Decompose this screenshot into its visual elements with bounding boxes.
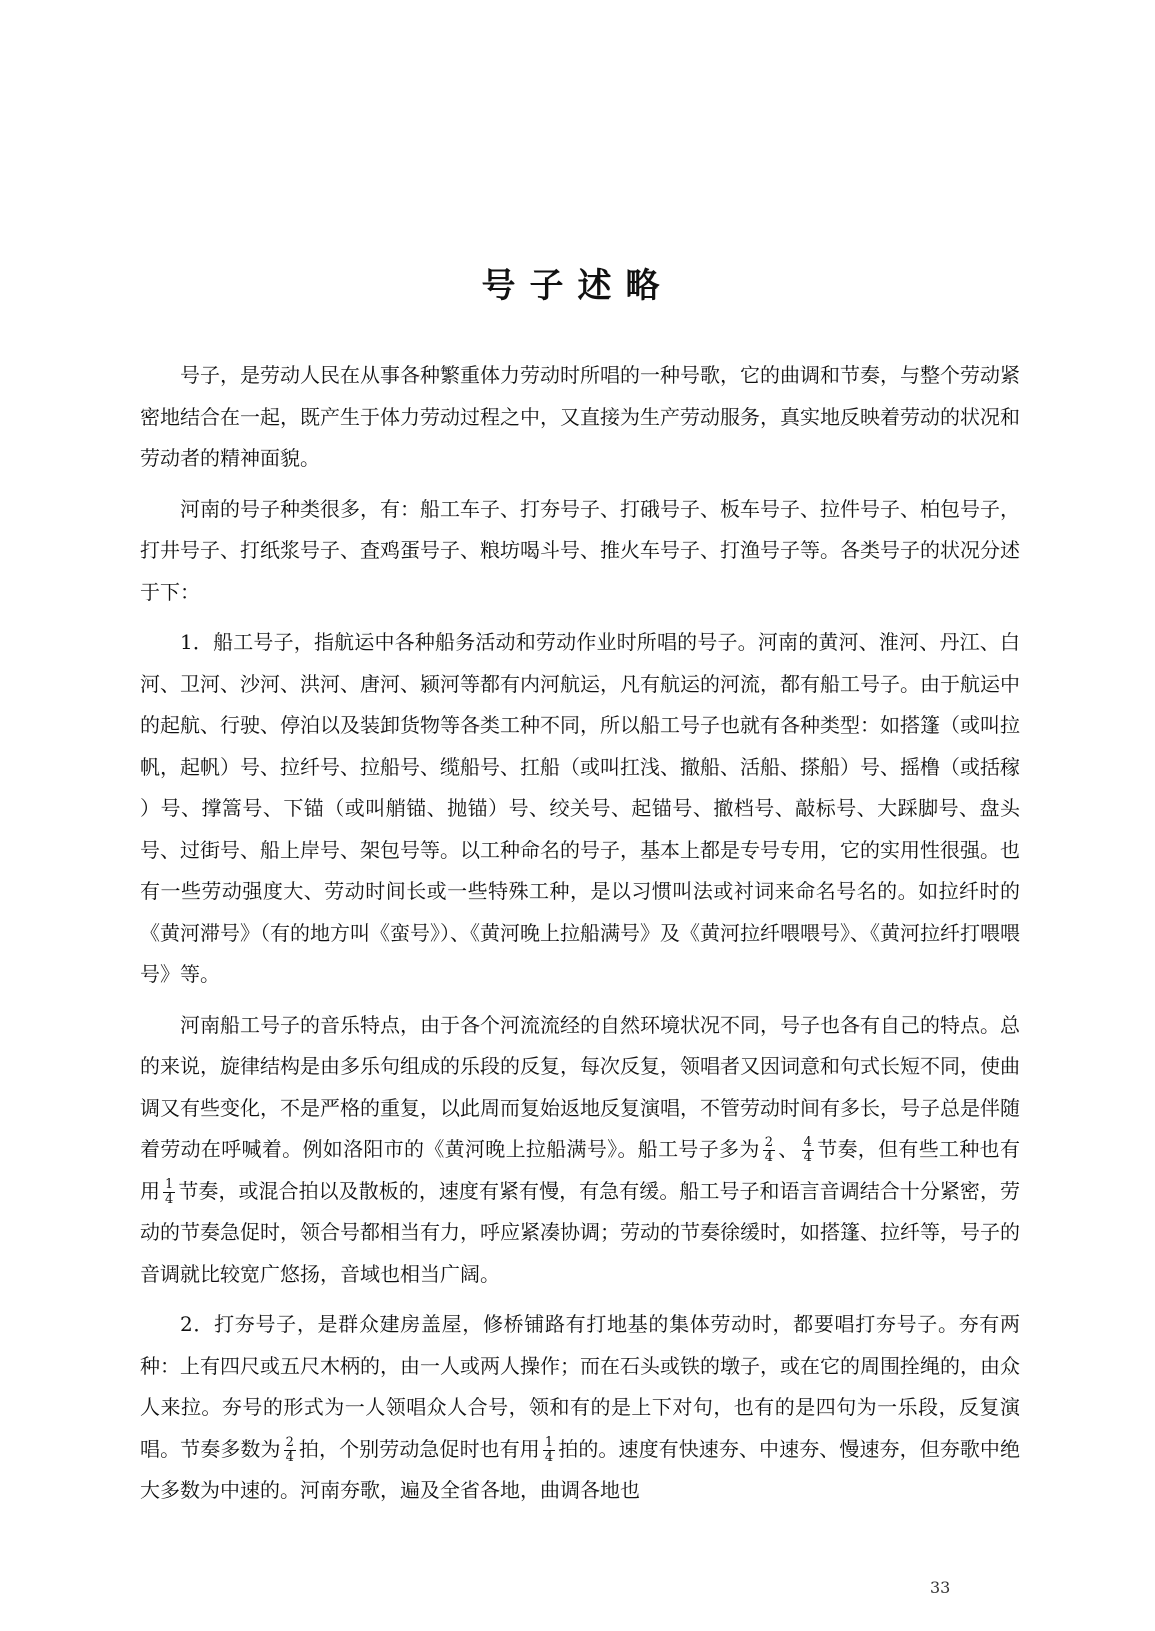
paragraph	[140, 1304, 1020, 1512]
page-title: 号子述略	[481, 266, 674, 306]
text-run: 拍，个别劳动急促时也有用	[298, 1436, 540, 1461]
fraction-denominator: 4	[544, 1449, 554, 1465]
fraction-numerator: 1	[165, 1176, 174, 1192]
fraction-numerator: 2	[764, 1135, 773, 1150]
paragraph	[140, 622, 1020, 996]
fraction-numerator: 2	[285, 1434, 294, 1450]
text-run: 拍的。速度有快速夯、中速夯、慢速夯，但夯歌中绝大多数为中速的。河南夯歌，遍及全省各地，曲调各地也	[140, 1436, 1021, 1502]
time-signature-fraction	[763, 1136, 775, 1165]
fraction-numerator: 4	[803, 1135, 812, 1150]
text-run: 节奏，或混合拍以及散板的，速度有紧有慢，有急有缓。船工号子和语言音调结合十分紧密，劳动的节奏急促时，领合号都相当有力，呼应紧凑协调；劳动的节奏徐缓时，如搭篷、拉纤等，号子的音调就比较宽广悠扬，音域也相当广阔。	[140, 1178, 1021, 1286]
fraction-denominator: 4	[764, 1150, 773, 1165]
fraction-numerator: 1	[544, 1434, 554, 1450]
body-text	[140, 355, 1020, 1521]
text-run: 河南的号子种类很多，有：船工车子、打夯号子、打硪号子、板车号子、拉件号子、柏包号子，打井号子、打纸浆号子、査鸡蛋号子、粮坊喝斗号、推火车号子、打渔号子等。各类号子的状况分述于下：	[140, 496, 1020, 604]
paragraph	[140, 489, 1020, 614]
fraction-denominator: 4	[285, 1449, 294, 1465]
paragraph	[140, 1005, 1020, 1296]
time-signature-fraction	[284, 1436, 296, 1465]
fraction-denominator: 4	[165, 1191, 174, 1207]
paragraph	[140, 355, 1020, 480]
text-run: 、	[777, 1137, 799, 1161]
time-signature-fraction	[802, 1136, 814, 1165]
time-signature-fraction	[163, 1178, 175, 1207]
text-run: 河南船工号子的音乐特点，由于各个河流流经的自然环境状况不同，号子也各有自己的特点。总的来说，旋律结构是由多乐句组成的乐段的反复，每次反复，领唱者又因词意和句式长短不同，使曲调又有些变化，不是严格的重复，以此周而复始返地反复演唱，不管劳动时间有多长，号子总是伴随着劳动在呼喊着。例如洛阳市的《黄河晚上拉船满号》。船工号子多为	[140, 1012, 1020, 1161]
fraction-denominator: 4	[803, 1150, 812, 1165]
text-run: 节奏，但有些工种也有用	[140, 1137, 1020, 1203]
text-run: 1．船工号子，指航运中各种船务活动和劳动作业时所唱的号子。河南的黄河、淮河、丹江、白河、卫河、沙河、洪河、唐河、颍河等都有内河航运，凡有航运的河流，都有船工号子。由于航运中的起航、行驶、停泊以及装卸货物等各类工种不同，所以船工号子也就有各种类型：如搭篷（或叫拉帆，起帆）号、拉纤号、拉船号、缆船号、扛船（或叫扛浅、撤船、活船、搽船）号、摇橹（或括稼 ）号、撑篙号、下锚（或叫艄锚、抛锚）号、绞关号、起锚号、撤档号、敲标号、大踩脚号、盘头号、过街号、船上岸号、架包号等。以工种命名的号子，基本上都是专号专用，它的实用性很强。也有一些劳动强度大、劳动时间长或一些特殊工种，是以习惯叫法或衬词来命名号名的。如拉纤时的《黄河滞号》（有的地方叫《蛮号》）、《黄河晚上拉船满号》及《黄河拉纤喂喂号》、《黄河拉纤打喂喂号》等。	[140, 630, 1020, 986]
text-run: 2．打夯号子，是群众建房盖屋，修桥铺路有打地基的集体劳动时，都要唱打夯号子。夯有两种：上有四尺或五尺木柄的，由一人或两人操作；而在石头或铁的墩子，或在它的周围拴绳的，由众人来拉。夯号的形式为一人领唱众人合号，领和有的是上下对句，也有的是四句为一乐段，反复演唱。节奏多数为	[140, 1312, 1020, 1461]
time-signature-fraction	[543, 1436, 555, 1465]
text-run: 号子，是劳动人民在从事各种繁重体力劳动时所唱的一种号歌，它的曲调和节奏，与整个劳动紧密地结合在一起，既产生于体力劳动过程之中，又直接为生产劳动服务，真实地反映着劳动的状况和劳动者的精神面貌。	[140, 363, 1020, 470]
page-number: 33	[930, 1578, 951, 1597]
